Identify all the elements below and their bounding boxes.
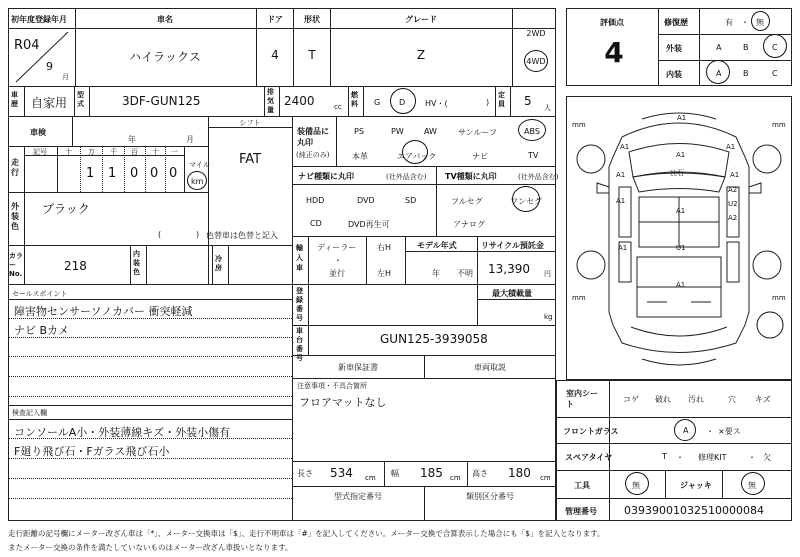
import-left: 左H <box>377 269 392 278</box>
inspection-label: 車検 <box>30 128 46 137</box>
cooler-label: 冷房 <box>215 255 222 272</box>
repair-label: 修復歴 <box>664 18 688 27</box>
interior-grade-label: 内装 <box>666 70 682 79</box>
doors-label: ドア <box>267 15 283 24</box>
diag-label-7: A1 <box>676 207 686 215</box>
tv-analog: アナログ <box>453 220 485 229</box>
seat-dirt: 汚れ <box>688 395 704 404</box>
navi-sub: (社外品含む) <box>386 173 427 181</box>
front-glass-label: フロントガラス <box>563 427 619 436</box>
usage-value: 自家用 <box>31 96 68 110</box>
seat-tear: 破れ <box>655 395 671 404</box>
repair-no: 無 <box>756 18 764 27</box>
shape-label: 形状 <box>304 15 320 24</box>
drive-4wd: 4WD <box>526 57 546 66</box>
capacity-unit: 人 <box>544 104 551 112</box>
exterior-label: 外装 <box>666 44 682 53</box>
model-year-year: 年 <box>432 269 440 278</box>
spare-label: スペアタイヤ <box>565 453 613 462</box>
height-unit: cm <box>540 474 551 482</box>
displacement-unit: cc <box>334 103 342 111</box>
import-dot: ・ <box>334 256 342 265</box>
equip-airbag: エアバック <box>397 152 437 161</box>
recycle-label: リサイクル預託金 <box>481 241 544 250</box>
exterior-c-circle <box>763 34 787 58</box>
mileage-unit-4: 十 <box>152 148 159 156</box>
equipment-label: 装備品に丸印 <box>297 127 329 147</box>
mileage-digit-3: 0 <box>150 166 159 181</box>
color-no-value: 218 <box>64 259 87 273</box>
first-reg-month-unit: 月 <box>62 73 69 81</box>
mm-label-3: mm <box>772 294 786 302</box>
equip-sunroof: サンルーフ <box>458 128 497 137</box>
mileage-km-circle <box>187 171 207 190</box>
fuel-g: G <box>374 98 381 107</box>
navi-hdd: HDD <box>306 196 325 205</box>
tv-fullseg: フルセグ <box>451 197 483 206</box>
mm-label-0: mm <box>572 121 586 129</box>
max-load-unit: kg <box>544 313 553 321</box>
tools-label: 工具 <box>574 481 590 490</box>
first-reg-month: 9 <box>46 60 53 73</box>
length-unit: cm <box>365 474 376 482</box>
inspector-line-0: コンソールA小・外装薄線キズ・外装小傷有 <box>14 426 231 439</box>
diag-label-14: A1 <box>676 281 686 289</box>
color-paren-close: ) <box>196 230 200 239</box>
repair-no-circle <box>751 11 770 31</box>
type-no-label: 型式指定番号 <box>334 492 382 501</box>
sales-point-line-1: ナビ Bカメ <box>14 324 70 337</box>
model-year-label: モデル年式 <box>417 241 457 250</box>
tv-oneseg: ワンセグ <box>510 197 542 206</box>
capacity-label: 定員 <box>498 91 505 108</box>
inspection-month-unit: 月 <box>186 135 194 144</box>
repair-yes: 有 <box>725 18 733 27</box>
spare-dot1: ・ <box>676 453 684 462</box>
front-glass-x: ×要ス <box>718 427 741 436</box>
diag-label-3: A1 <box>676 151 686 159</box>
mileage-digit-4: 0 <box>169 166 178 181</box>
diag-label-4: A1 <box>616 171 626 179</box>
equip-pw: PW <box>391 127 404 136</box>
equip-airbag-circle <box>402 140 428 164</box>
import-parallel: 並行 <box>329 269 345 278</box>
displacement-label: 排気量 <box>267 88 274 114</box>
height-value: 180 <box>508 466 531 480</box>
color-value: ブラック <box>42 202 90 216</box>
grade-value: Z <box>416 48 426 62</box>
diag-label-10: U2 <box>728 200 738 208</box>
color-no-label: カラーNo. <box>9 252 23 278</box>
diag-label-9: A2 <box>728 186 738 194</box>
footer-line-2: またメーター交換の条件を満たしていないものはメーター改ざん車扱いとなります。 <box>8 543 293 552</box>
sales-point-label: セールスポイント <box>12 290 68 298</box>
first-reg-label: 初年度登録年月 <box>11 15 67 24</box>
diag-label-0: A1 <box>677 114 687 122</box>
mgmt-label: 管理番号 <box>565 507 597 516</box>
import-dealer: ディーラー <box>317 243 357 252</box>
inspector-label: 検査記入欄 <box>12 409 47 417</box>
front-glass-dot: ・ <box>706 427 714 436</box>
color-note: 色替車は色替と記入 <box>206 231 278 240</box>
recycle-unit: 円 <box>544 270 551 278</box>
diag-label-5: A1 <box>730 171 740 179</box>
diag-label-12: U1 <box>676 244 686 252</box>
mileage-digit-2: 0 <box>130 166 139 181</box>
fuel-hv: HV・( <box>425 99 448 108</box>
usage-label: 車歴 <box>11 91 18 108</box>
inspection-year-unit: 年 <box>128 135 136 144</box>
length-value: 534 <box>330 466 353 480</box>
car-name-value: ハイラックス <box>129 50 201 64</box>
equip-aw: AW <box>424 127 437 136</box>
seat-scorch: コゲ <box>623 395 639 404</box>
drive-4wd-circle <box>524 50 548 72</box>
jack-value: 無 <box>748 481 756 490</box>
seat-label: 室内シート <box>566 389 598 409</box>
damage-circle <box>757 312 783 338</box>
mileage-unit-1: 万 <box>88 148 95 156</box>
mileage-mark-label: 記号 <box>33 148 47 156</box>
mileage-digit-0: 1 <box>86 166 95 181</box>
tools-circle <box>625 472 649 495</box>
exterior-a: A <box>716 43 722 52</box>
width-unit: cm <box>450 474 461 482</box>
notes-label: 注意事項・不具合箇所 <box>297 382 367 390</box>
spare-dot2: ・ <box>748 453 756 462</box>
length-label: 長さ <box>297 469 313 478</box>
notes-value: フロアマットなし <box>299 396 387 409</box>
tv-sub: (社外品含む) <box>518 173 559 181</box>
shape-value: T <box>308 48 316 62</box>
exterior-b: B <box>743 43 749 52</box>
equipment-sub: (純正のみ) <box>296 151 330 159</box>
warranty-label: 新車保証書 <box>338 363 378 372</box>
jack-circle <box>741 472 765 495</box>
fuel-d: D <box>399 98 406 107</box>
model-label: 型式 <box>77 91 84 108</box>
max-load-label: 最大積載量 <box>492 289 532 298</box>
grade-label: グレード <box>405 15 437 24</box>
seat-scratch: キズ <box>755 395 771 404</box>
import-label: 輸入車 <box>296 244 303 272</box>
first-reg-era-year: R04 <box>14 38 40 53</box>
drive-2wd: 2WD <box>526 29 546 38</box>
diag-label-6: A1 <box>616 197 626 205</box>
score-label: 評価点 <box>600 18 624 27</box>
height-label: 高さ <box>472 469 488 478</box>
interior-c: C <box>772 69 778 78</box>
mileage-mile: マイル <box>189 161 210 169</box>
mm-label-2: mm <box>572 294 586 302</box>
interior-color-label: 内装色 <box>133 250 140 276</box>
color-label: 外装色 <box>11 202 19 231</box>
equip-leather: 本革 <box>352 152 368 161</box>
mileage-digit-1: 1 <box>108 166 117 181</box>
interior-b: B <box>743 69 749 78</box>
navi-dvd: DVD <box>357 196 375 205</box>
mgmt-value: 03939001032510000084 <box>624 504 764 517</box>
model-year-unknown: 不明 <box>457 269 473 278</box>
car-diagram <box>566 96 792 380</box>
mileage-unit-2: 千 <box>110 148 117 156</box>
diag-label-11: A2 <box>728 214 738 222</box>
navi-label: ナビ種類に丸印 <box>298 172 354 181</box>
first-reg-slash <box>8 28 75 86</box>
tv-label: TV種類に丸印 <box>445 172 497 181</box>
mm-label-1: mm <box>772 121 786 129</box>
shift-label: シフト <box>239 119 261 127</box>
front-glass-a-circle <box>674 419 696 441</box>
front-glass-a: A <box>683 426 689 435</box>
import-right: 右H <box>377 243 392 252</box>
spare-none: 欠 <box>763 453 771 462</box>
reg-no-label: 登録番号 <box>296 287 303 322</box>
model-value: 3DF-GUN125 <box>122 94 201 108</box>
mileage-unit-3: 百 <box>131 148 138 156</box>
interior-a-circle <box>706 60 730 84</box>
class-no-label: 類別区分番号 <box>466 492 514 501</box>
car-diagram-svg <box>567 97 791 379</box>
equip-navi: ナビ <box>472 152 488 161</box>
fuel-label: 燃料 <box>351 91 358 108</box>
diag-label-1: A1 <box>620 143 630 151</box>
fuel-close: ) <box>486 98 490 107</box>
footer-line-1: 走行距離の記号欄にメーター改ざん車は「*」、メーター交換車は「$」、走行不明車は「#」を記入してください。メーター交換で合算表示した場合にも「$」を記入となります。 <box>8 529 605 538</box>
mileage-km: km <box>191 177 204 186</box>
spare-kit: 修理KIT <box>698 453 727 462</box>
equip-abs-circle <box>518 119 546 141</box>
shift-value: FAT <box>238 152 262 167</box>
capacity-value: 5 <box>524 94 532 108</box>
repair-dot: ・ <box>741 18 749 27</box>
jack-label: ジャッキ <box>680 481 712 490</box>
diag-label-13: A1 <box>618 244 628 252</box>
tv-oneseg-circle <box>512 186 540 212</box>
diag-label-8: ﾋﾋ石 <box>670 169 684 177</box>
tools-value: 無 <box>632 481 640 490</box>
mileage-unit-5: 一 <box>171 148 178 156</box>
inspector-line-1: F廻り飛び石・Fガラス飛び石小 <box>14 445 170 458</box>
sales-point-line-0: 障害物センサーソノカバー 衝突軽減 <box>14 305 193 318</box>
score-value: 4 <box>604 36 624 69</box>
mileage-unit-0: 十 <box>65 148 72 156</box>
equip-abs: ABS <box>524 127 540 136</box>
color-paren-open: ( <box>158 230 162 239</box>
navi-dvd-play: DVD再生可 <box>348 220 390 229</box>
navi-sd: SD <box>405 196 417 205</box>
diag-label-2: A1 <box>726 143 736 151</box>
navi-cd: CD <box>310 219 322 228</box>
mileage-label: 走行 <box>11 158 19 177</box>
car-name-label: 車名 <box>157 15 173 24</box>
recycle-value: 13,390 <box>488 262 530 276</box>
equip-ps: PS <box>354 127 364 136</box>
chassis-value: GUN125-3939058 <box>380 332 488 346</box>
equip-tv: TV <box>528 151 539 160</box>
width-value: 185 <box>420 466 443 480</box>
exterior-c: C <box>772 43 778 52</box>
fuel-d-circle <box>390 88 416 114</box>
spare-t: T <box>662 452 667 461</box>
manual-label: 車両取説 <box>474 363 506 372</box>
interior-a: A <box>716 69 722 78</box>
seat-hole: 穴 <box>728 395 736 404</box>
displacement-value: 2400 <box>284 94 315 108</box>
width-label: 幅 <box>391 469 399 478</box>
chassis-label: 車台番号 <box>296 327 303 362</box>
doors-value: 4 <box>271 48 279 62</box>
